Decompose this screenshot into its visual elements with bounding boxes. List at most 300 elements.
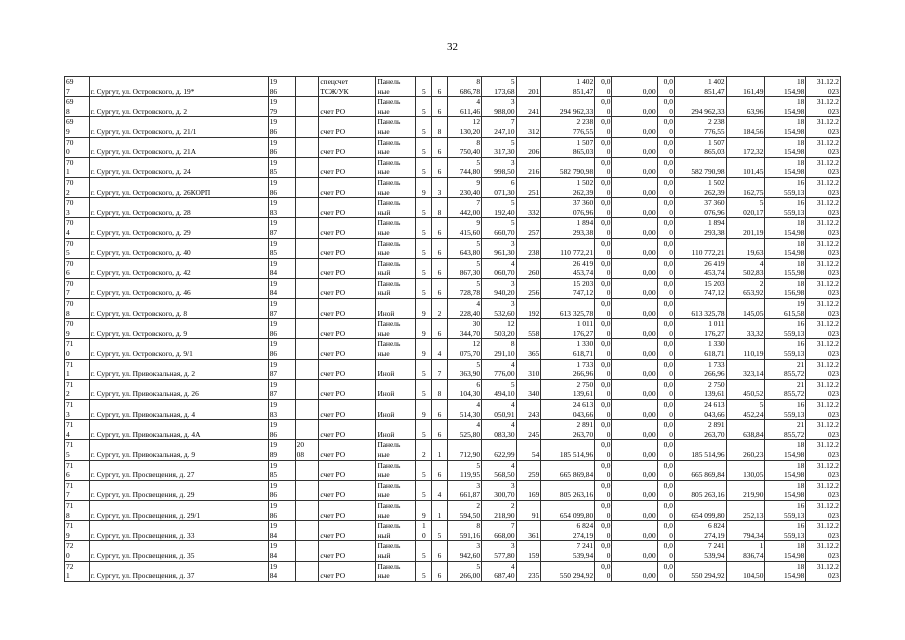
cell-wall [376,319,416,339]
cell-y2 [295,359,319,379]
cell-line-2: 613 325,78 [559,308,594,318]
cell-line-1 [449,440,480,450]
cell-line-2: ные [377,470,390,480]
cell-line-2: 139,61 [572,389,594,399]
cell-acc [319,299,376,319]
cell-line-1 [676,481,725,491]
cell-line-2: 076,96 [572,207,594,217]
cell-line-1: 1 894 [576,218,594,228]
cell-line-2 [297,369,318,379]
cell-line-1: 19 [269,198,278,208]
cell-line-2: 0 [606,429,611,439]
cell-line-2: ные [377,167,390,177]
cell-line-2: 075,70 [459,349,481,359]
cell-line-1: 0,0 [663,117,673,127]
cell-line-2: 805 263,16 [559,490,594,500]
cell-line-2: 154,98 [784,86,805,96]
cell-acc [319,77,376,97]
cell-d [541,541,595,561]
cell-line-1: 4 [510,460,515,470]
cell-line-2 [297,329,318,339]
cell-f [612,359,657,379]
cell-line-2 [297,571,318,581]
cell-d [541,299,595,319]
cell-line-1: 7 [476,198,481,208]
cell-value: 5 [422,126,426,136]
cell-line-2: 0 [669,550,673,560]
cell-line-2: 263,70 [572,429,594,439]
cell-y [268,541,295,561]
cell-line-1 [297,360,318,370]
cell-en [432,238,447,258]
cell-j [765,541,806,561]
cell-line-2: 84 [269,288,278,298]
cell-value: 6 [437,227,442,237]
table-row [65,420,841,440]
cell-line-2: 2 [66,187,70,197]
table-row [65,440,841,460]
cell-en [432,117,447,137]
cell-line-2: 023 [827,349,839,359]
cell-a [447,218,481,238]
cell-line-2: 86 [269,349,278,359]
cell-b [482,339,516,359]
cell-d [541,319,595,339]
cell-line-2: 023 [827,106,839,116]
cell-line-1: 19 [269,500,278,510]
cell-line-1 [297,239,318,249]
cell-d [541,218,595,238]
cell-line-2: ный [377,268,391,278]
cell-addr [89,541,268,561]
cell-value: 184,56 [743,126,764,136]
cell-k [806,400,841,420]
cell-f [612,299,657,319]
cell-f [612,218,657,238]
cell-i [726,238,765,258]
table-row [65,561,841,581]
cell-g [657,359,674,379]
cell-j [765,97,806,117]
cell-line-2: 86 [269,147,278,157]
cell-line-2: счет РО [320,288,346,298]
cell-f [612,258,657,278]
cell-acc [319,177,376,197]
cell-e [595,460,612,480]
cell-line-2: 1 [66,167,70,177]
cell-e [595,137,612,157]
cell-line-1 [542,562,593,572]
cell-line-1: 3 [510,238,515,248]
cell-line-2: 8 [66,106,70,116]
cell-wall [376,440,416,460]
cell-b [482,359,516,379]
cell-line-1: 5 [759,198,764,208]
cell-line-2: 0 [606,550,611,560]
address-text: г. Сургут, ул. Островского, д. 40 [90,248,191,258]
cell-c [516,278,541,298]
cell-line-1: 19 [269,339,278,349]
cell-k [806,117,841,137]
cell-line-2: 85 [269,167,278,177]
cell-en [432,198,447,218]
cell-line-1: 72 [66,561,74,571]
cell-value: 6 [437,248,442,258]
cell-line-1: 15 203 [572,278,594,288]
cell-en [432,359,447,379]
cell-g [657,238,674,258]
cell-b [482,278,516,298]
cell-a [447,258,481,278]
cell-c [516,258,541,278]
cell-line-2: ные [377,126,390,136]
address-text: г. Сургут, ул. Просвещения, д. 29/1 [90,510,201,520]
cell-acc [319,319,376,339]
cell-e [595,420,612,440]
cell-line-1: 6 [476,379,481,389]
cell-line-2: 0 [422,530,426,540]
cell-line-2: 559,13 [784,328,805,338]
cell-line-1: 37 360 [704,198,725,208]
cell-i [726,77,765,97]
cell-acc [319,198,376,218]
cell-line-2: 836,74 [743,550,764,560]
cell-line-2: 023 [827,187,839,197]
cell-line-2: 0 [669,207,673,217]
cell-value: 159 [528,550,540,560]
cell-value: 8 [437,207,442,217]
cell-line-1: 3 [510,299,515,309]
cell-line-2: 855,72 [784,369,805,379]
cell-line-1: 0,0 [601,77,611,86]
cell-line-1 [297,198,318,208]
cell-i [726,460,765,480]
cell-line-2: 0 [66,550,70,560]
cell-line-1: 71 [66,420,74,430]
cell-fl [416,420,432,440]
cell-line-2: 0 [669,227,673,237]
cell-j [765,460,806,480]
cell-line-1: 0,0 [601,218,611,228]
cell-k [806,299,841,319]
cell-i [726,319,765,339]
cell-value: 9 [422,349,426,359]
cell-value: 5 [422,167,426,177]
cell-value: 0,00 [642,510,656,520]
cell-line-2: счет РО [320,167,346,177]
cell-k [806,379,841,399]
cell-value: 2 [437,308,442,318]
cell-value: 161,49 [743,86,764,96]
cell-value: 6 [437,550,442,560]
cell-en [432,177,447,197]
cell-line-2: 7 [66,86,70,96]
cell-line-2: счет РО [320,510,346,520]
cell-line-1 [297,97,318,107]
cell-acc [319,278,376,298]
cell-b [482,460,516,480]
cell-line-1: 0,0 [663,379,673,389]
cell-line-2: 559,13 [784,187,805,197]
cell-e [595,77,612,97]
cell-g [657,278,674,298]
table-row [65,460,841,480]
cell-value: 104,50 [743,571,764,581]
cell-line-1: 21 [796,359,805,369]
cell-acc [319,339,376,359]
cell-value: 6 [437,328,442,338]
cell-fl [416,541,432,561]
cell-value: 5 [422,571,426,581]
cell-line-2: 0 [606,409,611,419]
cell-line-1 [297,541,318,551]
cell-line-1: Панель [377,137,401,147]
cell-line-2: счет РО [320,409,346,419]
cell-n [65,198,90,218]
cell-k [806,339,841,359]
cell-line-2: счет РО [320,147,346,157]
cell-line-1 [377,400,414,410]
cell-line-1: 31.12.2 [816,541,839,551]
cell-line-1 [297,138,318,148]
cell-line-1: 71 [66,400,74,409]
cell-j [765,117,806,137]
cell-h [674,420,726,440]
cell-value: 0,00 [642,349,656,359]
cell-y2 [295,541,319,561]
cell-i [726,117,765,137]
cell-value: 238 [528,248,540,258]
cell-a [447,157,481,177]
cell-line-1: 31.12.2 [816,379,839,389]
cell-line-1: 0,0 [663,177,673,187]
cell-line-2: 218,90 [494,510,515,520]
cell-line-2: 539,94 [704,550,725,560]
cell-value: 110,19 [743,349,764,359]
cell-line-1: 18 [796,218,805,228]
cell-line-2: 85 [269,470,278,480]
cell-line-2: 0 [669,147,673,157]
cell-line-1: 70 [66,198,74,208]
cell-j [765,500,806,520]
cell-line-1: 0,0 [663,339,673,349]
address-text: г. Сургут, ул. Островского, д. 26КОРП [90,187,211,197]
cell-line-1: 70 [66,299,74,309]
cell-g [657,319,674,339]
cell-c [516,97,541,117]
cell-line-2: 192,40 [494,207,515,217]
cell-line-2: 154,98 [784,126,805,136]
cell-line-1: 5 [476,359,481,369]
cell-line-1: 0,0 [663,77,673,86]
cell-line-2: 85 [269,248,278,258]
cell-line-1: 71 [66,521,74,531]
cell-line-1: 5 [476,238,481,248]
cell-y2 [295,198,319,218]
cell-c [516,561,541,581]
cell-line-2: 661,87 [459,490,481,500]
cell-acc [319,258,376,278]
cell-line-2 [297,511,318,521]
cell-value: 33,32 [746,328,764,338]
cell-line-2 [297,268,318,278]
cell-h [674,258,726,278]
cell-y2 [295,238,319,258]
cell-b [482,420,516,440]
cell-g [657,97,674,117]
cell-value: 235 [528,571,540,581]
cell-line-2: 262,39 [572,187,594,197]
cell-value: 332 [528,207,540,217]
cell-y2 [295,218,319,238]
cell-n [65,420,90,440]
cell-line-2: 654 099,80 [691,510,725,520]
cell-line-2: 060,70 [494,268,515,278]
cell-line-1: 2 750 [707,379,725,389]
cell-d [541,500,595,520]
cell-value: 9 [422,308,426,318]
cell-value: 5 [437,530,442,540]
cell-line-1: 1 507 [576,137,594,147]
cell-acc [319,440,376,460]
cell-k [806,97,841,117]
cell-line-1: 71 [66,480,74,490]
cell-c [516,420,541,440]
cell-en [432,319,447,339]
cell-line-2: счет РО [320,490,346,500]
cell-i [726,420,765,440]
cell-h [674,278,726,298]
cell-line-1 [297,319,318,329]
cell-line-1 [297,461,318,471]
cell-line-2: 0 [606,248,611,258]
cell-y [268,379,295,399]
cell-line-2: ный [377,530,391,540]
cell-y2 [295,97,319,117]
cell-d [541,97,595,117]
cell-line-2: 185 514,96 [559,449,594,459]
cell-value: 365 [528,349,540,359]
cell-line-1: 31.12.2 [816,521,839,531]
cell-g [657,299,674,319]
cell-addr [89,218,268,238]
cell-c [516,500,541,520]
cell-n [65,218,90,238]
cell-line-1 [320,319,374,329]
cell-line-2: 643,80 [459,248,481,258]
cell-line-2: 712,90 [459,449,481,459]
cell-line-1: 16 [796,339,805,349]
cell-e [595,278,612,298]
cell-line-1: 19 [269,177,278,187]
cell-line-2: 0 [606,268,611,278]
cell-e [595,521,612,541]
cell-line-2: 104,30 [459,389,481,399]
cell-value: 257 [528,227,540,237]
cell-line-1: 0,0 [601,258,611,268]
cell-value: 312 [528,126,540,136]
cell-en [432,157,447,177]
cell-j [765,440,806,460]
cell-g [657,500,674,520]
cell-h [674,157,726,177]
cell-addr [89,561,268,581]
cell-line-2: 023 [827,550,839,560]
cell-line-1: 1 011 [576,319,594,329]
cell-line-1: 0,0 [663,198,673,208]
cell-line-1: 24 613 [572,400,594,409]
cell-line-2: 86 [269,510,278,520]
cell-y2 [295,117,319,137]
cell-line-2: 294 962,33 [691,106,725,116]
cell-line-2: 776,55 [704,126,725,136]
cell-j [765,339,806,359]
cell-line-2: 344,70 [459,328,481,338]
cell-addr [89,137,268,157]
cell-line-1: 6 824 [576,521,594,531]
cell-b [482,157,516,177]
cell-line-2: 293,38 [572,227,594,237]
cell-line-1 [320,97,374,107]
cell-line-2: 87 [269,389,278,399]
cell-fl [416,117,432,137]
cell-line-2: 023 [827,126,839,136]
cell-value: 245 [528,429,540,439]
cell-value: 206 [528,147,540,157]
cell-k [806,440,841,460]
cell-value: 450,52 [743,389,764,399]
cell-n [65,137,90,157]
cell-value: 5 [422,550,426,560]
cell-line-2: 559,13 [784,409,805,419]
cell-line-2: 0 [669,86,673,96]
cell-d [541,359,595,379]
cell-i [726,500,765,520]
cell-line-2 [297,309,318,319]
cell-value: 5 [422,429,426,439]
cell-k [806,238,841,258]
cell-y [268,420,295,440]
cell-line-2: 185 514,96 [691,449,725,459]
cell-y2 [295,400,319,420]
cell-line-2: 747,12 [572,288,594,298]
cell-line-1 [297,562,318,572]
cell-b [482,77,516,97]
address-text: г. Сургут, ул. Островского, д. 21/1 [90,126,197,136]
cell-i [726,400,765,420]
cell-line-2: 155,98 [784,268,805,278]
cell-line-1: 31.12.2 [816,97,839,107]
cell-line-2: 139,61 [704,389,725,399]
cell-value: 340 [528,389,540,399]
cell-line-2: 266,96 [572,369,594,379]
cell-line-1: 71 [66,339,74,349]
cell-line-2 [297,389,318,399]
cell-f [612,521,657,541]
cell-a [447,480,481,500]
cell-line-1: 4 [476,97,481,107]
cell-line-1: 2 891 [576,420,594,430]
cell-line-2: Иной [377,308,395,318]
cell-fl [416,460,432,480]
cell-line-2 [297,188,318,198]
cell-line-1: 0,0 [601,177,611,187]
cell-line-2: 865,03 [572,147,594,157]
cell-line-1 [542,481,593,491]
cell-e [595,238,612,258]
cell-value: 6 [437,106,442,116]
address-text: г. Сургут, ул. Островского, д. 42 [90,268,191,278]
